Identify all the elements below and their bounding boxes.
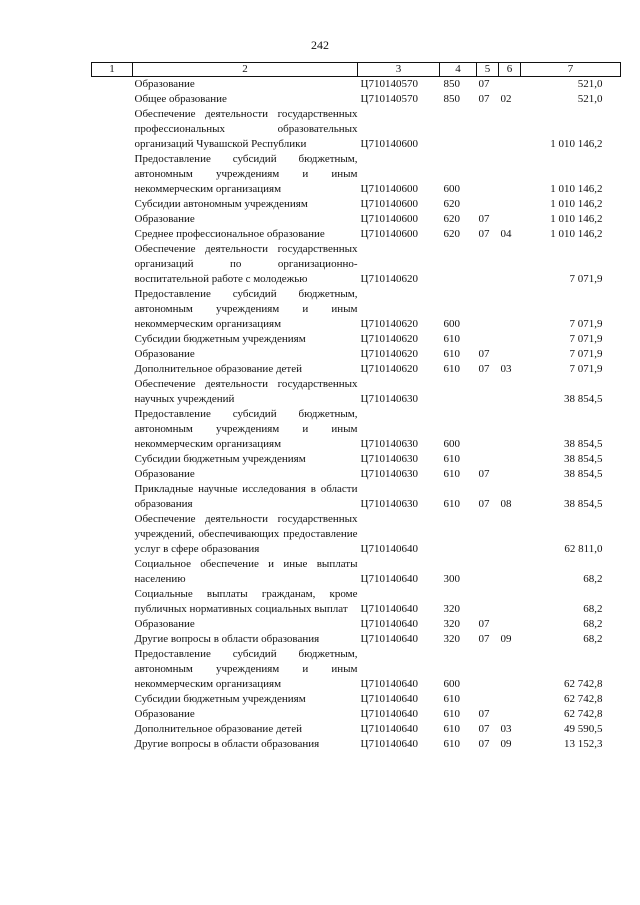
table-row xyxy=(92,347,621,362)
section-code: 07 xyxy=(478,78,490,90)
subsection-code: 09 xyxy=(500,738,512,750)
subsection-code xyxy=(499,647,521,692)
cell-col-1 xyxy=(92,77,133,93)
section-code: 07 xyxy=(478,363,490,375)
cell-col-1 xyxy=(92,362,133,377)
cell-col-1 xyxy=(92,557,133,587)
section-code xyxy=(477,377,499,407)
subsection-code xyxy=(499,212,521,227)
item-name: Обеспечение деятельности государственных научных учреждений xyxy=(134,378,358,405)
section-code xyxy=(477,452,499,467)
section-code: 07 xyxy=(478,723,490,735)
section-code xyxy=(477,332,499,347)
cell-col-1 xyxy=(92,587,133,617)
expense-type: 610 xyxy=(443,498,460,510)
table-row xyxy=(92,332,621,347)
item-name: Субсидии бюджетным учреждениям xyxy=(134,453,306,465)
table-row xyxy=(92,632,621,647)
cell-col-1 xyxy=(92,722,133,737)
cell-col-1 xyxy=(92,377,133,407)
table-row xyxy=(92,377,621,407)
table-row xyxy=(92,557,621,587)
subsection-code xyxy=(499,512,521,557)
item-name: Обеспечение деятельности государственных учреждений, обеспечивающих предоставление услуг в сфере образования xyxy=(134,513,358,555)
expense-type: 850 xyxy=(443,78,460,90)
subsection-code xyxy=(499,407,521,452)
table-row xyxy=(92,692,621,707)
cell-col-1 xyxy=(92,227,133,242)
table-row xyxy=(92,587,621,617)
expense-type: 610 xyxy=(443,333,460,345)
subsection-code xyxy=(499,332,521,347)
section-code: 07 xyxy=(478,618,490,630)
item-name: Субсидии бюджетным учреждениям xyxy=(134,693,306,705)
item-name: Прикладные научные исследования в области образования xyxy=(134,483,358,510)
expense-type: 320 xyxy=(443,633,460,645)
table-row xyxy=(92,107,621,152)
item-name: Другие вопросы в области образования xyxy=(134,633,320,645)
target-code: Ц710140630 xyxy=(360,498,418,510)
section-code: 07 xyxy=(478,228,490,240)
amount: 1 010 146,2 xyxy=(550,183,603,195)
amount: 13 152,3 xyxy=(564,738,603,750)
section-code xyxy=(477,587,499,617)
table-row xyxy=(92,92,621,107)
target-code: Ц710140640 xyxy=(360,573,418,585)
section-code: 07 xyxy=(478,633,490,645)
cell-col-1 xyxy=(92,632,133,647)
amount: 49 590,5 xyxy=(564,723,603,735)
item-name: Среднее профессиональное образование xyxy=(134,228,325,240)
amount: 62 742,8 xyxy=(564,693,603,705)
section-code xyxy=(477,287,499,332)
amount: 38 854,5 xyxy=(564,438,603,450)
target-code: Ц710140640 xyxy=(360,708,418,720)
target-code: Ц710140600 xyxy=(360,228,418,240)
expense-type xyxy=(440,377,477,407)
item-name: Дополнительное образование детей xyxy=(134,723,303,735)
expense-type: 320 xyxy=(443,618,460,630)
section-code xyxy=(477,107,499,152)
cell-col-1 xyxy=(92,692,133,707)
item-name: Предоставление субсидий бюджетным, автономным учреждениям и иным некоммерческим организациям xyxy=(134,648,358,690)
item-name: Другие вопросы в области образования xyxy=(134,738,320,750)
subsection-code xyxy=(499,197,521,212)
amount: 7 071,9 xyxy=(569,273,603,285)
subsection-code xyxy=(499,377,521,407)
item-name: Обеспечение деятельности государственных профессиональных образовательных организаций Чувашской Республики xyxy=(134,108,358,150)
item-name: Социальное обеспечение и иные выплаты населению xyxy=(134,558,358,585)
item-name: Образование xyxy=(134,708,195,720)
expense-type: 620 xyxy=(443,228,460,240)
item-name: Образование xyxy=(134,213,195,225)
target-code: Ц710140600 xyxy=(360,213,418,225)
target-code: Ц710140640 xyxy=(360,603,418,615)
item-name: Дополнительное образование детей xyxy=(134,363,303,375)
item-name: Обеспечение деятельности государственных организаций по организационно-воспитательной работе с молодежью xyxy=(134,243,358,285)
table-row xyxy=(92,617,621,632)
cell-col-1 xyxy=(92,212,133,227)
subsection-code xyxy=(499,242,521,287)
cell-col-1 xyxy=(92,92,133,107)
header-col-4: 4 xyxy=(440,63,477,77)
amount: 62 742,8 xyxy=(564,708,603,720)
target-code: Ц710140630 xyxy=(360,438,418,450)
subsection-code xyxy=(499,692,521,707)
target-code: Ц710140620 xyxy=(360,333,418,345)
cell-col-1 xyxy=(92,107,133,152)
page-number: 242 xyxy=(311,38,329,52)
subsection-code: 03 xyxy=(500,723,512,735)
amount: 68,2 xyxy=(583,573,603,585)
header-row xyxy=(92,63,621,77)
section-code: 07 xyxy=(478,498,490,510)
target-code: Ц710140570 xyxy=(360,78,418,90)
expense-type: 600 xyxy=(443,678,460,690)
subsection-code: 04 xyxy=(500,228,512,240)
target-code: Ц710140640 xyxy=(360,723,418,735)
section-code xyxy=(477,242,499,287)
section-code: 07 xyxy=(478,708,490,720)
section-code xyxy=(477,692,499,707)
expense-type: 610 xyxy=(443,468,460,480)
section-code xyxy=(477,557,499,587)
amount: 62 811,0 xyxy=(564,543,603,555)
cell-col-1 xyxy=(92,647,133,692)
section-code xyxy=(477,197,499,212)
subsection-code xyxy=(499,287,521,332)
amount: 1 010 146,2 xyxy=(550,213,603,225)
amount: 38 854,5 xyxy=(564,498,603,510)
table-row xyxy=(92,227,621,242)
table-row xyxy=(92,722,621,737)
amount: 68,2 xyxy=(583,633,603,645)
target-code: Ц710140630 xyxy=(360,453,418,465)
cell-col-1 xyxy=(92,287,133,332)
section-code xyxy=(477,647,499,692)
cell-col-1 xyxy=(92,347,133,362)
target-code: Ц710140570 xyxy=(360,93,418,105)
item-name: Общее образование xyxy=(134,93,227,105)
target-code: Ц710140620 xyxy=(360,348,418,360)
cell-col-1 xyxy=(92,197,133,212)
header-col-1: 1 xyxy=(92,63,133,77)
expense-type: 610 xyxy=(443,348,460,360)
table-row xyxy=(92,467,621,482)
cell-col-1 xyxy=(92,482,133,512)
subsection-code xyxy=(499,587,521,617)
section-code: 07 xyxy=(478,348,490,360)
table-row xyxy=(92,407,621,452)
target-code: Ц710140640 xyxy=(360,693,418,705)
table-row xyxy=(92,77,621,93)
table-row xyxy=(92,287,621,332)
subsection-code xyxy=(499,347,521,362)
subsection-code xyxy=(499,467,521,482)
expense-type: 600 xyxy=(443,318,460,330)
item-name: Образование xyxy=(134,78,195,90)
cell-col-1 xyxy=(92,452,133,467)
amount: 7 071,9 xyxy=(569,363,603,375)
section-code: 07 xyxy=(478,213,490,225)
target-code: Ц710140620 xyxy=(360,363,418,375)
subsection-code: 09 xyxy=(500,633,512,645)
header-col-3: 3 xyxy=(358,63,440,77)
header-col-5: 5 xyxy=(477,63,499,77)
table-row xyxy=(92,362,621,377)
table-row xyxy=(92,482,621,512)
expense-type: 610 xyxy=(443,693,460,705)
expense-type: 600 xyxy=(443,183,460,195)
target-code: Ц710140600 xyxy=(360,198,418,210)
table-row xyxy=(92,737,621,752)
cell-col-1 xyxy=(92,617,133,632)
item-name: Образование xyxy=(134,468,195,480)
subsection-code xyxy=(499,707,521,722)
expense-type: 610 xyxy=(443,363,460,375)
expense-type: 620 xyxy=(443,198,460,210)
subsection-code: 08 xyxy=(500,498,512,510)
expense-type xyxy=(440,107,477,152)
item-name: Образование xyxy=(134,348,195,360)
amount: 68,2 xyxy=(583,618,603,630)
cell-col-1 xyxy=(92,242,133,287)
budget-table xyxy=(91,62,621,752)
target-code: Ц710140620 xyxy=(360,273,418,285)
table-row xyxy=(92,647,621,692)
target-code: Ц710140640 xyxy=(360,543,418,555)
section-code: 07 xyxy=(478,468,490,480)
expense-type: 300 xyxy=(443,573,460,585)
header-col-2: 2 xyxy=(133,63,358,77)
section-code: 07 xyxy=(478,738,490,750)
item-name: Предоставление субсидий бюджетным, автономным учреждениям и иным некоммерческим организациям xyxy=(134,153,358,195)
item-name: Социальные выплаты гражданам, кроме публичных нормативных социальных выплат xyxy=(134,588,358,615)
header-col-7: 7 xyxy=(521,63,621,77)
table-row xyxy=(92,152,621,197)
target-code: Ц710140630 xyxy=(360,393,418,405)
subsection-code xyxy=(499,107,521,152)
table-row xyxy=(92,707,621,722)
amount: 521,0 xyxy=(577,78,603,90)
table-header xyxy=(92,63,621,77)
expense-type: 320 xyxy=(443,603,460,615)
expense-type: 610 xyxy=(443,723,460,735)
item-name: Образование xyxy=(134,618,195,630)
section-code xyxy=(477,152,499,197)
cell-col-1 xyxy=(92,467,133,482)
cell-col-1 xyxy=(92,512,133,557)
section-code: 07 xyxy=(478,93,490,105)
expense-type: 600 xyxy=(443,438,460,450)
amount: 521,0 xyxy=(577,93,603,105)
item-name: Предоставление субсидий бюджетным, автономным учреждениям и иным некоммерческим организациям xyxy=(134,408,358,450)
target-code: Ц710140630 xyxy=(360,468,418,480)
expense-type: 610 xyxy=(443,738,460,750)
expense-type: 610 xyxy=(443,453,460,465)
item-name: Предоставление субсидий бюджетным, автономным учреждениям и иным некоммерческим организациям xyxy=(134,288,358,330)
section-code xyxy=(477,512,499,557)
table-row xyxy=(92,512,621,557)
amount: 7 071,9 xyxy=(569,348,603,360)
amount: 38 854,5 xyxy=(564,393,603,405)
subsection-code: 02 xyxy=(500,93,512,105)
header-col-6: 6 xyxy=(499,63,521,77)
target-code: Ц710140600 xyxy=(360,183,418,195)
amount: 7 071,9 xyxy=(569,333,603,345)
target-code: Ц710140640 xyxy=(360,633,418,645)
amount: 38 854,5 xyxy=(564,453,603,465)
target-code: Ц710140640 xyxy=(360,678,418,690)
subsection-code: 03 xyxy=(500,363,512,375)
amount: 1 010 146,2 xyxy=(550,228,603,240)
amount: 7 071,9 xyxy=(569,318,603,330)
target-code: Ц710140640 xyxy=(360,618,418,630)
expense-type xyxy=(440,242,477,287)
subsection-code xyxy=(499,152,521,197)
cell-col-1 xyxy=(92,152,133,197)
subsection-code xyxy=(499,77,521,93)
expense-type: 610 xyxy=(443,708,460,720)
amount: 68,2 xyxy=(583,603,603,615)
amount: 1 010 146,2 xyxy=(550,198,603,210)
expense-type: 850 xyxy=(443,93,460,105)
table-row xyxy=(92,452,621,467)
target-code: Ц710140600 xyxy=(360,138,418,150)
table-row xyxy=(92,197,621,212)
cell-col-1 xyxy=(92,407,133,452)
target-code: Ц710140640 xyxy=(360,738,418,750)
table-row xyxy=(92,212,621,227)
section-code xyxy=(477,407,499,452)
cell-col-1 xyxy=(92,737,133,752)
item-name: Субсидии бюджетным учреждениям xyxy=(134,333,306,345)
amount: 38 854,5 xyxy=(564,468,603,480)
amount: 1 010 146,2 xyxy=(550,138,603,150)
subsection-code xyxy=(499,557,521,587)
cell-col-1 xyxy=(92,707,133,722)
table-body xyxy=(92,77,621,753)
cell-col-1 xyxy=(92,332,133,347)
amount: 62 742,8 xyxy=(564,678,603,690)
expense-type: 620 xyxy=(443,213,460,225)
subsection-code xyxy=(499,617,521,632)
item-name: Субсидии автономным учреждениям xyxy=(134,198,308,210)
target-code: Ц710140620 xyxy=(360,318,418,330)
expense-type xyxy=(440,512,477,557)
subsection-code xyxy=(499,452,521,467)
table-row xyxy=(92,242,621,287)
